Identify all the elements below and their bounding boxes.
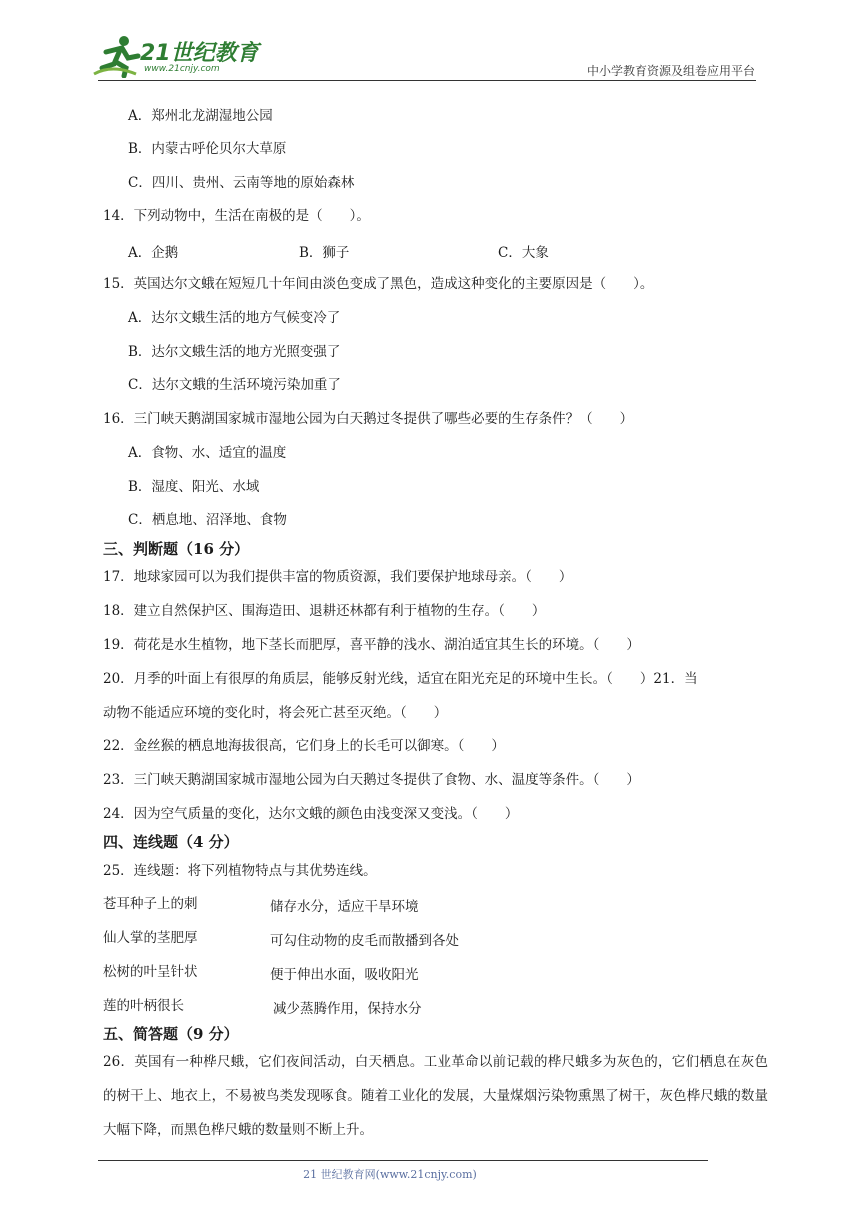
q14-stem: 14．下列动物中，生活在南极的是（ ）。 — [103, 208, 370, 224]
q14-option-c: C．大象 — [498, 245, 549, 261]
match-left-3: 松树的叶呈针状 — [103, 964, 198, 980]
site-logo — [92, 34, 262, 80]
section5-title: 五、简答题（9 分） — [103, 1025, 239, 1043]
runner-icon — [92, 34, 142, 78]
logo-url: www.21cnjy.com — [144, 64, 220, 74]
q18: 18．建立自然保护区、围海造田、退耕还林都有利于植物的生存。（ ） — [103, 603, 546, 619]
q19: 19．荷花是水生植物，地下茎长而肥厚，喜平静的浅水、湖泊适宜其生长的环境。（ ） — [103, 637, 640, 653]
match-left-1: 苍耳种子上的刺 — [103, 896, 198, 912]
section3-title: 三、判断题（16 分） — [103, 540, 250, 558]
page-footer — [0, 1166, 860, 1182]
platform-name: 中小学教育资源及组卷应用平台 — [586, 64, 755, 78]
q15-option-c: C．达尔文蛾的生活环境污染加重了 — [128, 377, 341, 393]
q23: 23．三门峡天鹅湖国家城市湿地公园为白天鹅过冬提供了食物、水、温度等条件。（ ） — [103, 772, 640, 788]
match-right-1: 储存水分，适应干旱环境 — [270, 899, 419, 915]
match-right-2: 可勾住动物的皮毛而散播到各处 — [270, 933, 459, 949]
page-header — [0, 0, 860, 90]
q13-option-a: A．郑州北龙湖湿地公园 — [128, 108, 273, 124]
q14-option-a: A．企鹅 — [128, 245, 179, 261]
logo-text: 21世纪教育 — [140, 41, 259, 66]
footer-text: 21 世纪教育网(www.21cnjy.com) — [303, 1168, 477, 1181]
match-left-4: 莲的叶柄很长 — [103, 998, 184, 1014]
q16-option-a: A．食物、水、适宜的温度 — [128, 445, 287, 461]
q21-line2: 动物不能适应环境的变化时，将会死亡甚至灭绝。（ ） — [103, 705, 448, 721]
q16-option-b: B．湿度、阳光、水域 — [128, 479, 260, 495]
match-right-4: 减少蒸腾作用，保持水分 — [273, 1001, 422, 1017]
q17: 17．地球家园可以为我们提供丰富的物质资源，我们要保护地球母亲。（ ） — [103, 569, 573, 585]
q14-option-b: B．狮子 — [299, 245, 350, 261]
q15-option-b: B．达尔文蛾生活的地方光照变强了 — [128, 344, 341, 360]
match-left-2: 仙人掌的茎肥厚 — [103, 930, 198, 946]
q20-line1: 20．月季的叶面上有很厚的角质层，能够反射光线，适宜在阳光充足的环境中生长。（ ）21．当 — [103, 671, 698, 687]
header-divider — [98, 80, 756, 81]
q15-option-a: A．达尔文蛾生活的地方气候变冷了 — [128, 310, 341, 326]
q26-paragraph: 26．英国有一种桦尺蛾，它们夜间活动，白天栖息。工业革命以前记载的桦尺蛾多为灰色的，它们栖息在灰色的树干上、地衣上，不易被鸟类发现啄食。随着工业化的发展，大量煤烟污染物熏黑了树干，灰色桦尺蛾的数量大幅下降，而黑色桦尺蛾的数量则不断上升。 — [103, 1054, 768, 1138]
q13-option-c: C．四川、贵州、云南等地的原始森林 — [128, 175, 355, 191]
q16-stem: 16．三门峡天鹅湖国家城市湿地公园为白天鹅过冬提供了哪些必要的生存条件？（ ） — [103, 411, 634, 427]
match-right-3: 便于伸出水面，吸收阳光 — [270, 967, 419, 983]
q25: 25．连线题：将下列植物特点与其优势连线。 — [103, 863, 377, 879]
q16-option-c: C．栖息地、沼泽地、食物 — [128, 512, 287, 528]
q13-option-b: B．内蒙古呼伦贝尔大草原 — [128, 141, 287, 157]
footer-divider — [98, 1160, 708, 1161]
q15-stem: 15．英国达尔文蛾在短短几十年间由淡色变成了黑色，造成这种变化的主要原因是（ ）。 — [103, 276, 654, 292]
q24: 24．因为空气质量的变化，达尔文蛾的颜色由浅变深又变浅。（ ） — [103, 806, 519, 822]
q22: 22．金丝猴的栖息地海拔很高，它们身上的长毛可以御寒。（ ） — [103, 738, 505, 754]
section4-title: 四、连线题（4 分） — [103, 833, 239, 851]
